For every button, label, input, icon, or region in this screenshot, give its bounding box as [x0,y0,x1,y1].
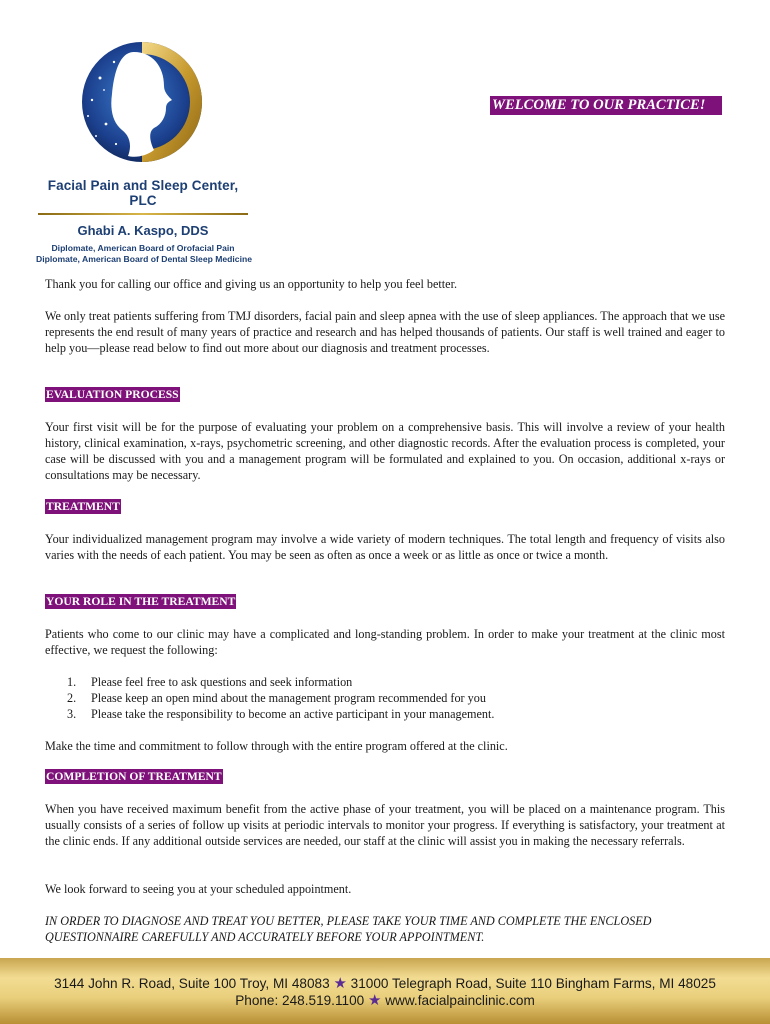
footer-contact [0,991,770,1009]
organization-block [36,178,253,265]
address-bingham-farms: 31000 Telegraph Road, Suite 110 Bingham Farms, MI 48025 [350,976,716,991]
doctor-name: Ghabi A. Kaspo, DDS [77,223,209,238]
list-item [67,690,494,706]
footer-addresses [0,974,770,992]
address-troy: 3144 John R. Road, Suite 100 Troy, MI 48083 [54,976,330,991]
role-heading: YOUR ROLE IN THE TREATMENT [46,595,236,608]
organization-name: Facial Pain and Sleep Center, PLC [47,178,239,208]
closing-text: We look forward to seeing you at your scheduled appointment. [45,882,352,896]
role-text: Patients who come to our clinic may have a complicated and long-standing problem. In order to make your treatment at the clinic most effective, we request the following: [45,627,725,657]
clinic-logo [62,38,222,166]
request-list [67,674,494,722]
treatment-text: Your individualized management program may involve a wide variety of modern techniques. The total length and frequency of visits also varies with the needs of each patient. You may be seen as often as once a week or as little as once or twice a month. [45,532,725,562]
list-number: 2. [67,691,77,705]
phone-number: Phone: 248.519.1100 [235,993,365,1008]
intro-paragraph-2: We only treat patients suffering from TMJ disorders, facial pain and sleep apnea with the use of sleep appliances. The approach that we use represents the end result of many years of practice and research and has helped thousands of patients. Our staff is well trained and eager to help you—please read below to find out more about our diagnosis and treatment processes. [45,309,725,355]
questionnaire-notice: IN ORDER TO DIAGNOSE AND TREAT YOU BETTER, PLEASE TAKE YOUR TIME AND COMPLETE THE ENCLOSED QUESTIONNAIRE CAREFULLY AND ACCURATELY BEFORE YOUR APPOINTMENT. [45,914,652,944]
list-text: Please keep an open mind about the management program recommended for you [91,691,486,705]
list-item [67,674,494,690]
intro-paragraph-1: Thank you for calling our office and giving us an opportunity to help you feel better. [45,277,458,291]
list-number: 3. [67,707,77,721]
website-link[interactable]: www.facialpainclinic.com [385,993,535,1008]
footer-bar [0,958,770,1024]
completion-text: When you have received maximum benefit from the active phase of your treatment, you will be placed on a maintenance program. This usually consists of a series of follow up visits at periodic intervals to monitor your progress. If everything is satisfactory, your treatment at the clinic ends. If any additional outside services are needed, our staff at the clinic will assist you in making the necessary referrals. [45,802,725,848]
star-icon: ★ [333,975,347,992]
list-number: 1. [67,675,77,689]
role-after-text: Make the time and commitment to follow through with the entire program offered at the clinic. [45,739,508,753]
treatment-heading: TREATMENT [46,500,120,513]
evaluation-text: Your first visit will be for the purpose of evaluating your problem on a comprehensive basis. This will involve a review of your health history, clinical examination, x-rays, psychometric screening, and other diagnostic records. After the evaluation process is completed, your case will be discussed with you and a management program will be formulated and explained to you. On occasion, additional x-rays or consultations may be necessary. [45,420,725,482]
completion-heading: COMPLETION OF TREATMENT [46,770,222,783]
diplomate-orofacial: Diplomate, American Board of Orofacial Pain [51,243,235,253]
star-icon: ★ [367,992,382,1009]
gold-divider [38,213,248,215]
list-text: Please feel free to ask questions and seek information [91,675,353,689]
evaluation-heading: EVALUATION PROCESS [46,388,179,401]
list-text: Please take the responsibility to become an active participant in your management. [91,707,495,721]
welcome-banner: WELCOME TO OUR PRACTICE! [490,96,722,115]
diplomate-sleep: Diplomate, American Board of Dental Sleep Medicine [36,254,253,264]
list-item [67,706,494,722]
